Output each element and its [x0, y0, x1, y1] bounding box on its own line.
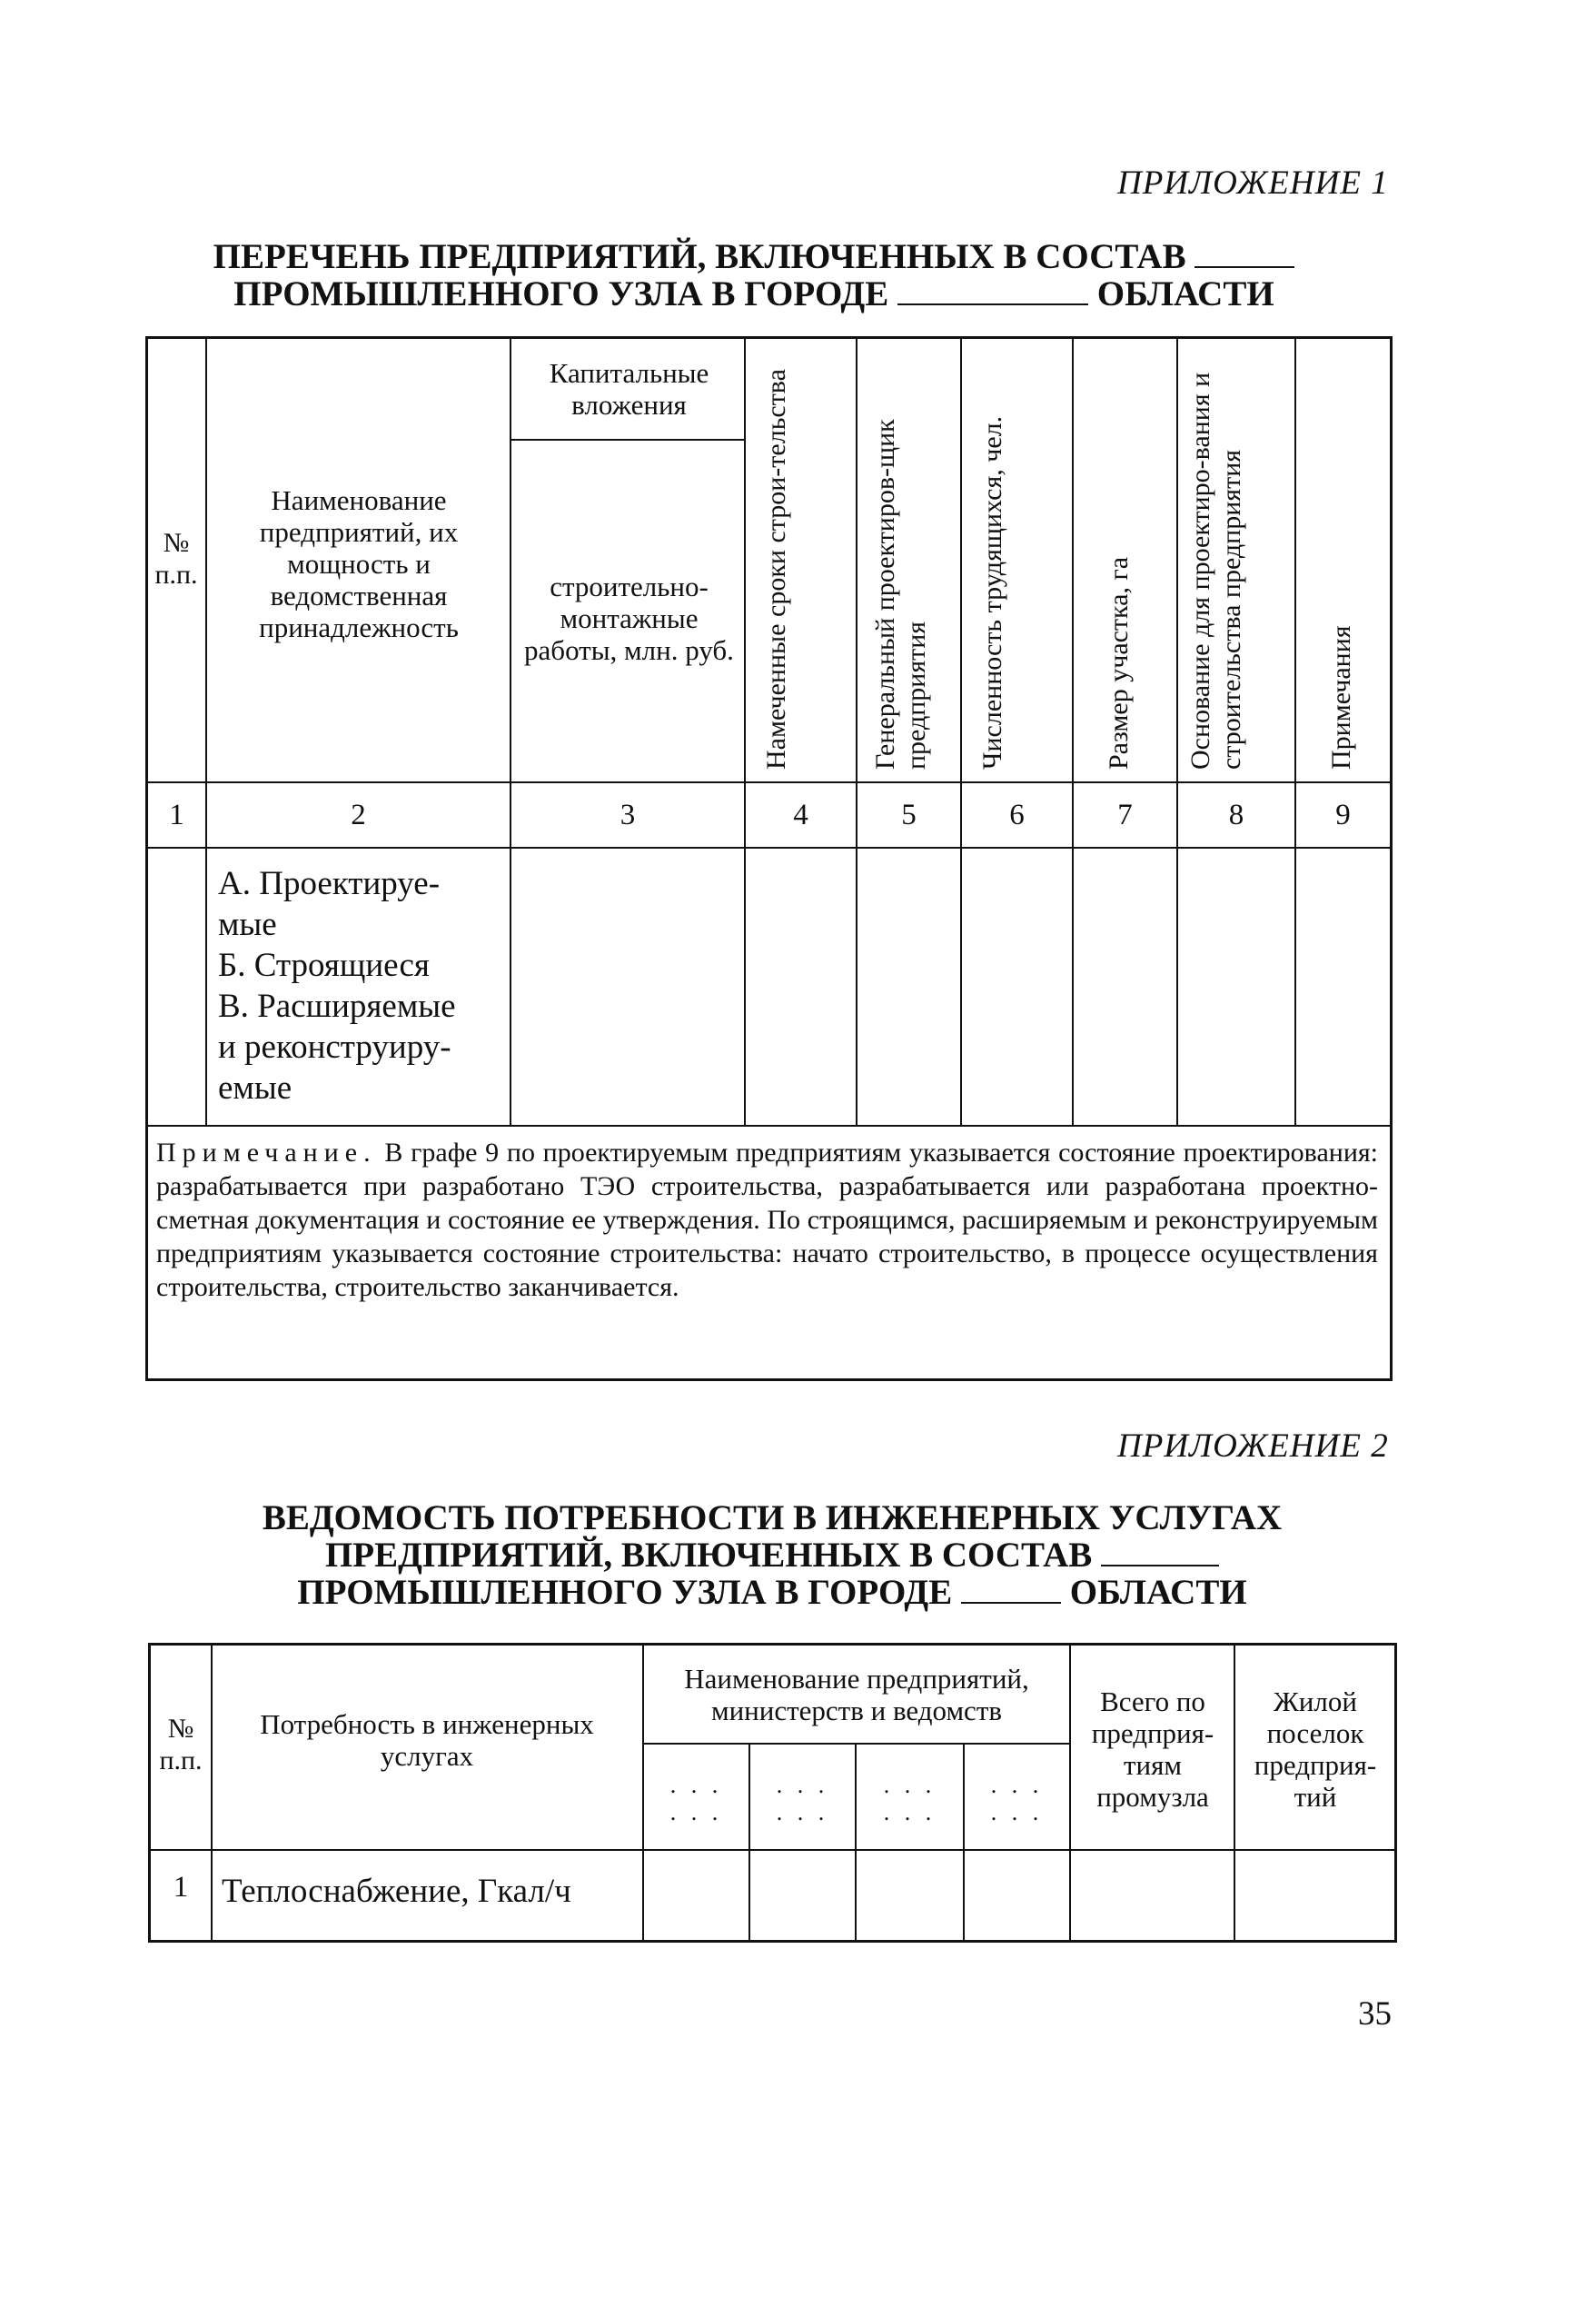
col-header-designer: Генеральный проектиров-щик предприятия — [870, 419, 931, 770]
col-header-workers: Численность трудящихся, чел. — [977, 415, 1007, 770]
placeholder-dots: . . . . . . — [669, 1772, 723, 1825]
appendix-2-title-line2: ПРЕДПРИЯТИЙ, ВКЛЮЧЕННЫХ В СОСТАВ — [324, 1536, 1093, 1575]
col-header-construction-works: строительно-монтажные работы, млн. руб. — [524, 570, 734, 666]
appendix-1-title-line1: ПЕРЕЧЕНЬ ПРЕДПРИЯТИЙ, ВКЛЮЧЕННЫХ В СОСТАВ — [213, 237, 1186, 276]
col-header-capital: Капитальные вложения — [549, 357, 709, 421]
column-number: 7 — [1117, 798, 1133, 831]
column-number: 3 — [620, 798, 636, 831]
column-number: 1 — [169, 798, 184, 831]
col-header-enterprises: Наименование предприятий, министерств и ведомств — [684, 1663, 1029, 1726]
appendix-2-title-line1: ВЕДОМОСТЬ ПОТРЕБНОСТИ В ИНЖЕНЕРНЫХ УСЛУГАХ — [262, 1498, 1283, 1537]
column-number: 6 — [1009, 798, 1025, 831]
column-number: 8 — [1228, 798, 1244, 831]
col-header-number: № п.п. — [154, 528, 198, 590]
col-header-number: № п.п. — [159, 1714, 203, 1775]
appendix-2-title-line3a: ПРОМЫШЛЕННОГО УЗЛА В ГОРОДЕ — [297, 1573, 953, 1612]
column-number: 4 — [793, 798, 808, 831]
col-header-name: Наименование предприятий, их мощность и ведомственная принадлежность — [259, 483, 459, 643]
category-line: В. Расширяемые — [218, 988, 456, 1025]
col-header-area: Размер участка, га — [1104, 556, 1134, 770]
col-header-terms: Намеченные сроки строи-тельства — [761, 369, 791, 770]
placeholder-dots: . . . . . . — [883, 1772, 937, 1825]
category-line: Б. Строящиеся — [218, 947, 430, 984]
table-row-name: Теплоснабжение, Гкал/ч — [222, 1873, 571, 1910]
col-header-basis: Основание для проектиро-вания и строительства предприятия — [1185, 372, 1246, 770]
appendix-2-label: ПРИЛОЖЕНИЕ 2 — [1117, 1427, 1389, 1465]
category-line: и реконструиру- — [218, 1029, 451, 1066]
col-header-total: Всего по предприя-тиям промузла — [1091, 1686, 1214, 1813]
category-line: емые — [218, 1069, 292, 1107]
placeholder-dots: . . . . . . — [990, 1772, 1044, 1825]
placeholder-dots: . . . . . . — [776, 1772, 829, 1825]
appendix-1-title-line2b: ОБЛАСТИ — [1096, 274, 1274, 313]
note-body: В графе 9 по проектируемым предприятиям указывается состояние проектирования: разрабатывается при разработано ТЭО строительства, разрабатывается или разработана проектно-сметная документация и состояние ее утверждения. По строящимся, расширяемым и реконструируемым предприятиям указывается состояние строительства: начато строительство, в процессе осуществления строительства, строительство заканчивается. — [156, 1138, 1379, 1302]
appendix-1-title-line2a: ПРОМЫШЛЕННОГО УЗЛА В ГОРОДЕ — [233, 274, 889, 313]
col-header-village: Жилой поселок предприя-тий — [1254, 1686, 1377, 1813]
category-line: мые — [218, 906, 277, 943]
column-number: 2 — [351, 798, 366, 831]
page-number: 35 — [1358, 1995, 1392, 2033]
category-line: А. Проектируе- — [218, 865, 441, 902]
note-heading: Примечание. — [156, 1138, 377, 1168]
col-header-notes: Примечания — [1326, 625, 1356, 770]
col-header-need: Потребность в инженерных услугах — [260, 1708, 594, 1772]
column-number: 9 — [1335, 798, 1351, 831]
column-number: 5 — [901, 798, 917, 831]
appendix-2-title-line3b: ОБЛАСТИ — [1069, 1573, 1247, 1612]
appendix-1-label: ПРИЛОЖЕНИЕ 1 — [1117, 164, 1389, 202]
table-row-number: 1 — [173, 1870, 189, 1904]
